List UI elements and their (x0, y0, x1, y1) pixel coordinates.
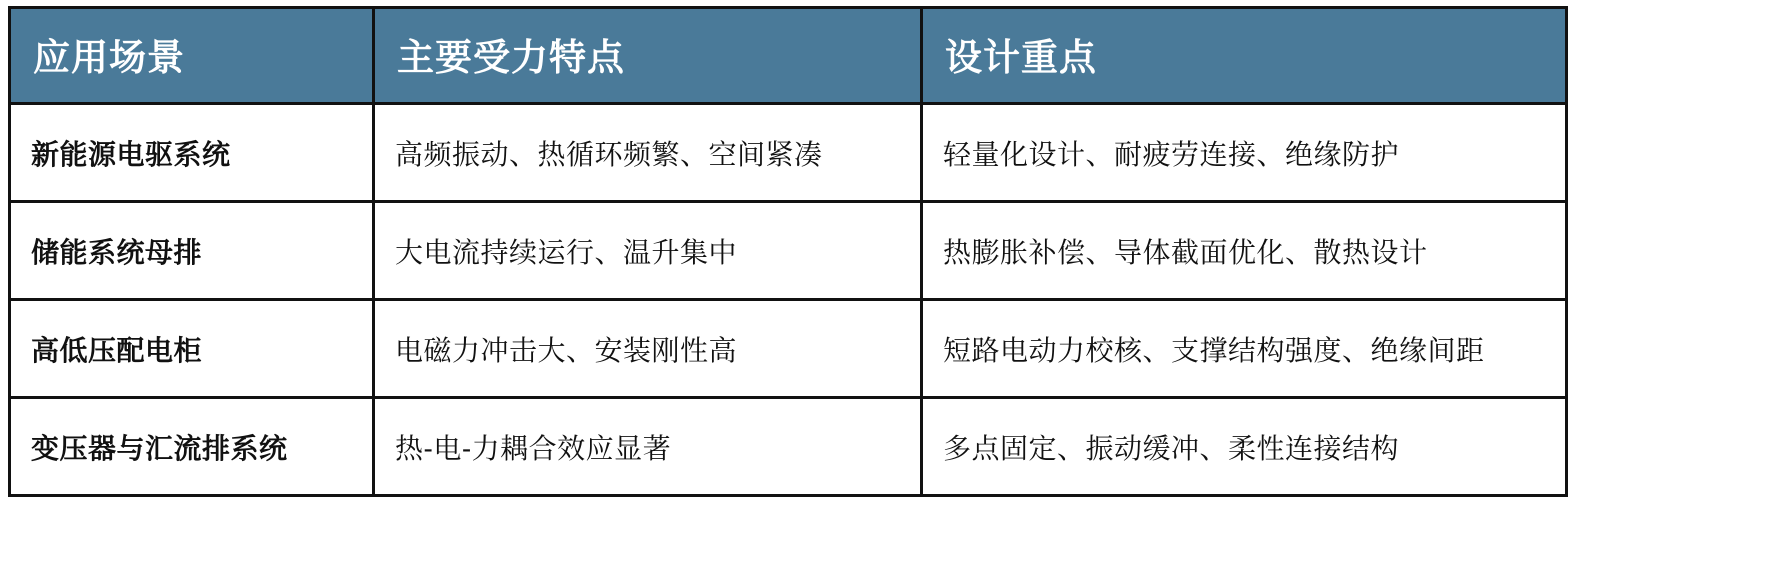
application-scenarios-table (8, 6, 1568, 497)
cell-focus: 轻量化设计、耐疲劳连接、绝缘防护 (922, 104, 1567, 202)
cell-focus: 热膨胀补偿、导体截面优化、散热设计 (922, 202, 1567, 300)
cell-scene: 储能系统母排 (10, 202, 374, 300)
table-row (10, 300, 1567, 398)
cell-feature: 电磁力冲击大、安装刚性高 (374, 300, 922, 398)
column-header-focus: 设计重点 (922, 8, 1567, 104)
cell-feature: 热-电-力耦合效应显著 (374, 398, 922, 496)
cell-scene: 新能源电驱系统 (10, 104, 374, 202)
cell-feature: 高频振动、热循环频繁、空间紧凑 (374, 104, 922, 202)
cell-focus: 短路电动力校核、支撑结构强度、绝缘间距 (922, 300, 1567, 398)
table-row (10, 398, 1567, 496)
table-header-row (10, 8, 1567, 104)
table-header (10, 8, 1567, 104)
table-row (10, 104, 1567, 202)
cell-scene: 变压器与汇流排系统 (10, 398, 374, 496)
cell-feature: 大电流持续运行、温升集中 (374, 202, 922, 300)
cell-scene: 高低压配电柜 (10, 300, 374, 398)
table-body (10, 104, 1567, 496)
cell-focus: 多点固定、振动缓冲、柔性连接结构 (922, 398, 1567, 496)
column-header-scene: 应用场景 (10, 8, 374, 104)
table-row (10, 202, 1567, 300)
column-header-feature: 主要受力特点 (374, 8, 922, 104)
